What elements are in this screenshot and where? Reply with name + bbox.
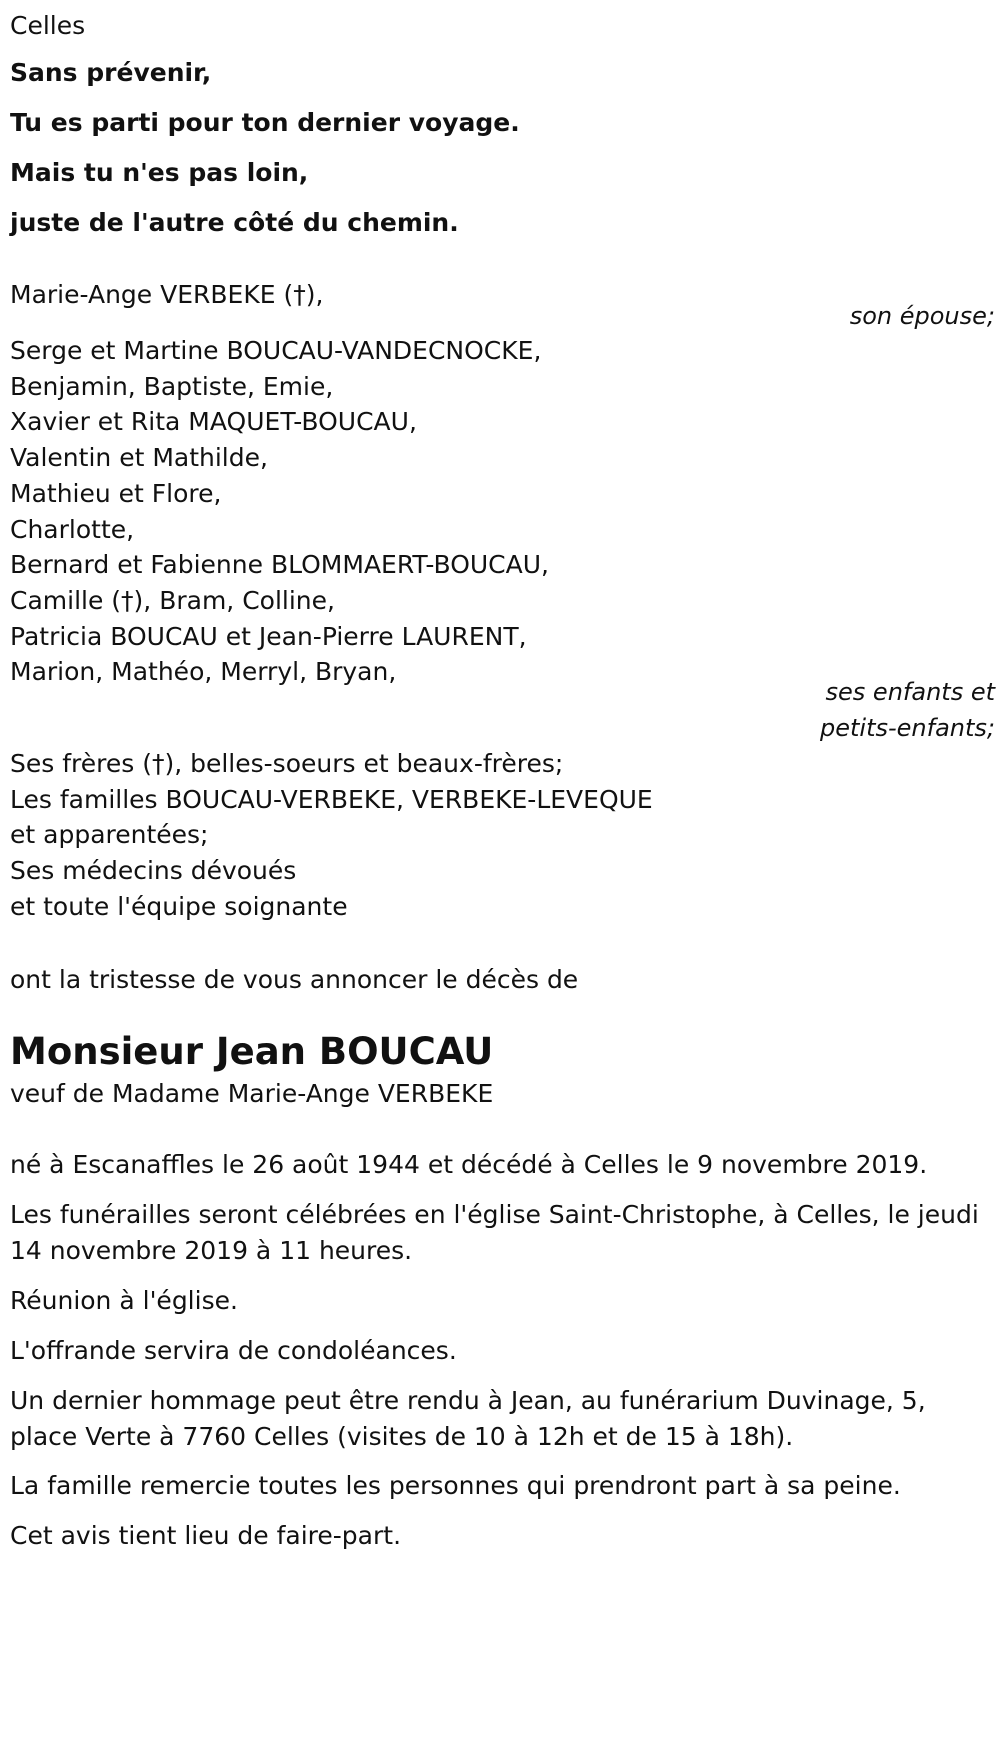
children-role-line-2: petits-enfants; — [820, 714, 995, 742]
list-item: Ses médecins dévoués — [10, 856, 297, 886]
list-item: Serge et Martine BOUCAU-VANDECNOCKE, — [10, 336, 542, 365]
list-item: Bernard et Fabienne BLOMMAERT-BOUCAU, — [10, 550, 549, 580]
announcement-text: ont la tristesse de vous annoncer le décès de — [10, 965, 579, 994]
list-item: Mathieu et Flore, — [10, 478, 222, 508]
offering-paragraph: L'offrande servira de condoléances. — [10, 1336, 457, 1365]
poem-line-4: juste de l'autre côté du chemin. — [10, 208, 459, 237]
deceased-name: Monsieur Jean BOUCAU — [10, 1030, 494, 1073]
meeting-paragraph: Réunion à l'église. — [10, 1286, 238, 1315]
children-role-line-1: ses enfants et — [825, 678, 995, 706]
children-list — [10, 333, 549, 690]
spouse-block — [10, 275, 323, 315]
place-name: Celles — [10, 11, 86, 40]
spouse-name: Marie-Ange VERBEKE (†), — [10, 280, 324, 309]
list-item: Marion, Mathéo, Merryl, Bryan, — [10, 657, 397, 687]
list-item: Charlotte, — [10, 514, 135, 544]
list-item: Les familles BOUCAU-VERBEKE, VERBEKE-LEVEQUE — [10, 784, 653, 814]
others-list — [10, 746, 653, 925]
spouse-role: son épouse; — [849, 302, 995, 330]
announcement — [10, 960, 578, 1000]
thanks-paragraph: La famille remercie toutes les personnes qui prendront part à sa peine. — [10, 1471, 901, 1500]
poem-line-1: Sans prévenir, — [10, 58, 212, 87]
tribute-paragraph: Un dernier hommage peut être rendu à Jean, au funérarium Duvinage, 5, place Verte à 7760 Celles (visites de 10 à 12h et de 15 à 18h). — [10, 1386, 926, 1451]
list-item: Patricia BOUCAU et Jean-Pierre LAURENT, — [10, 621, 527, 651]
children-role — [820, 674, 995, 746]
poem-line-3: Mais tu n'es pas loin, — [10, 158, 309, 187]
birth-death-paragraph: né à Escanaffles le 26 août 1944 et décédé à Celles le 9 novembre 2019. — [10, 1150, 928, 1179]
list-item: et toute l'équipe soignante — [10, 891, 348, 921]
funeral-paragraph: Les funérailles seront célébrées en l'église Saint-Christophe, à Celles, le jeudi 14 novembre 2019 à 11 heures. — [10, 1200, 979, 1265]
list-item: et apparentées; — [10, 820, 209, 850]
list-item: Valentin et Mathilde, — [10, 443, 268, 473]
poem-line-2: Tu es parti pour ton dernier voyage. — [10, 108, 520, 137]
list-item: Xavier et Rita MAQUET-BOUCAU, — [10, 407, 417, 437]
deceased-subtitle: veuf de Madame Marie-Ange VERBEKE — [10, 1079, 494, 1108]
notice-paragraph: Cet avis tient lieu de faire-part. — [10, 1521, 402, 1550]
list-item: Benjamin, Baptiste, Emie, — [10, 371, 334, 401]
deceased-subtitle-block — [10, 1074, 493, 1114]
list-item: Ses frères (†), belles-soeurs et beaux-frères; — [10, 749, 564, 778]
list-item: Camille (†), Bram, Colline, — [10, 585, 335, 615]
